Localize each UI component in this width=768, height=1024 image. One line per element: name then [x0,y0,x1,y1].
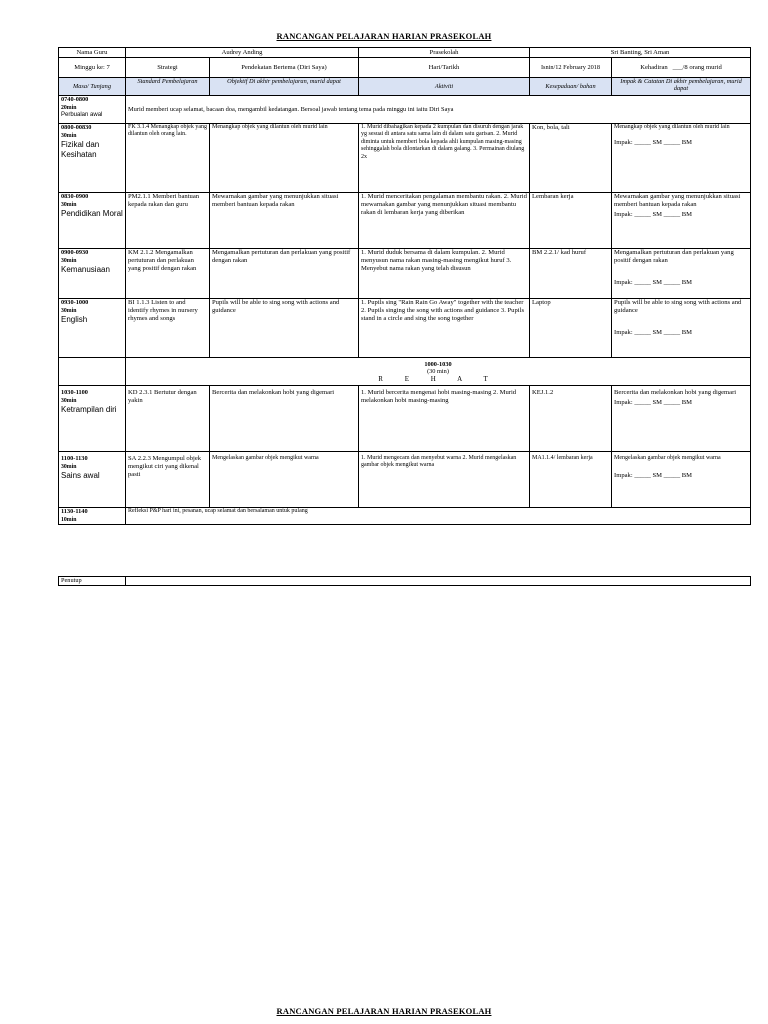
hari-label: Hari/Tarikh [359,58,530,78]
table-row [59,299,751,358]
rehat-label: R E H A T [378,374,498,383]
time: 0830-0900 [61,193,89,200]
time-cell [59,299,126,358]
impak-line: Impak: _____ SM _____ BM [614,329,693,336]
table-row [59,124,751,193]
impak-line: Impak: _____ SM _____ BM [614,279,693,286]
time-cell [59,96,126,124]
info-row-2 [59,58,751,78]
minggu: Minggu ke: 7 [59,58,126,78]
page-title: RANCANGAN PELAJARAN HARIAN PRASEKOLAH [276,31,492,41]
penutup-content [126,577,751,586]
time: 0930-1000 [61,299,89,306]
kesepaduan-cell: Laptop [530,299,612,358]
impak-line: Impak: _____ SM _____ BM [614,399,693,406]
standard-cell: FK 3.1.4 Menangkap objek yang dilantun oleh orang lain. [126,124,210,193]
subject: Pendidikan Moral [61,208,123,218]
time-cell [59,452,126,508]
objektif-cell: Mewarnakan gambar yang menunjukkan situasi memberi bantuan kepada rakan [210,193,359,249]
rehat-blank [59,358,126,386]
standard-cell: BI 1.1.3 Listen to and identify rhymes in nursery rhymes and songs [126,299,210,358]
impak-text: Mewarnakan gambar yang menunjukkan situasi memberi bantuan kepada rakan [614,193,741,208]
kesepaduan-cell: BM 2.2.1/ kad huruf [530,249,612,299]
penutup-table [58,576,751,586]
objektif-cell: Mengelaskan gambar objek mengikut warna [210,452,359,508]
impak-text: Mengelaskan gambar objek mengikut warna [614,455,721,461]
duration: 30min [61,201,77,208]
header-row [59,78,751,96]
aktiviti-cell: 1. Murid mengecam dan menyebut warna 2. Murid mengelaskan gambar objek mengikut warna [359,452,530,508]
duration: 30min [61,132,77,139]
prasekolah-name: Sri Banting, Sri Aman [530,48,751,58]
table-row [59,193,751,249]
kehadiran-label: Kehadiran [640,63,668,71]
time-cell [59,508,126,525]
table-row [59,249,751,299]
header-standard: Standard Pembelajaran [126,78,210,96]
impak-text: Pupils will be able to sing song with actions and guidance [614,299,742,314]
lesson-plan-table [58,47,751,525]
impak-cell [612,452,751,508]
rehat-duration: (30 min) [427,367,449,375]
objektif-cell: Menangkap objek yang dilantun oleh murid lain [210,124,359,193]
objektif-cell: Pupils will be able to sing song with actions and guidance [210,299,359,358]
subject: Perbualan awal [61,111,103,118]
duration: 30min [61,463,77,470]
rehat-row [59,358,751,386]
impak-cell [612,299,751,358]
impak-line: Impak: _____ SM _____ BM [614,211,693,218]
nama-guru-label: Nama Guru [59,48,126,58]
table-row [59,508,751,525]
time: 1130-1140 [61,508,88,515]
pendekatan: Pendekatan Bertema (Diri Saya) [210,58,359,78]
merged-activity: Refleksi P&P hari ini, pesanan, ucap selamat dan bersalaman untuk pulang [126,508,751,525]
duration: 30min [61,257,77,264]
aktiviti-cell: 1. Murid menceritakan pengalaman membantu rakan. 2. Murid mewarnakan gambar yang menunjukkan situasi membantu rakan di lembaran kerja yang diberikan [359,193,530,249]
subject: Sains awal [61,470,100,480]
header-impak: Impak & Catatan Di akhir pembelajaran, murid dapat [612,78,751,96]
strategi-label: Strategi [126,58,210,78]
kehadiran [612,58,751,78]
impak-line: Impak: _____ SM _____ BM [614,139,693,147]
aktiviti-cell: 1. Murid duduk bersama di dalam kumpulan. 2. Murid menyusun nama rakan masing-masing mengikut huruf 3. Menyebut nama rakan yang telah disusun [359,249,530,299]
impak-cell [612,124,751,193]
impak-cell [612,193,751,249]
impak-cell [612,386,751,452]
kesepaduan-cell: Lembaran kerja [530,193,612,249]
time: 1100-1130 [61,455,88,462]
subject: English [61,314,88,324]
rehat-time: 1000-1030 [424,360,452,368]
impak-text: Mengamalkan pertuturan dan perlakuan yang positif dengan rakan [614,249,734,264]
kehadiran-value: ___/8 orang murid [672,63,722,71]
standard-cell: SA 2.2.3 Mengumpul objek mengikut ciri yang dikenal pasti [126,452,210,508]
impak-cell [612,249,751,299]
subject: Ketrampilan diri [61,404,117,414]
objektif-cell: Bercerita dan melakonkan hobi yang digemari [210,386,359,452]
time-cell [59,193,126,249]
time: 0800-00830 [61,124,92,131]
duration: 30min [61,307,77,314]
kesepaduan-cell: KEJ.1.2 [530,386,612,452]
subject: Fizikal dan Kesihatan [61,139,100,159]
page-title-next: RANCANGAN PELAJARAN HARIAN PRASEKOLAH [276,1006,492,1016]
aktiviti-cell: 1. Pupils sing "Rain Rain Go Away" together with the teacher 2. Pupils singing the song with actions and guidance 3. Pupils stand in a circle and sing the song together [359,299,530,358]
table-row [59,452,751,508]
merged-activity: Murid memberi ucap selamat, bacaan doa, mengambil kedatangan. Bersoal jawab tentang tema pada minggu ini iaitu Diri Saya [126,96,751,124]
info-row-1 [59,48,751,58]
table-row [59,96,751,124]
time-cell [59,124,126,193]
time: 0900-0930 [61,249,89,256]
rehat-cell [126,358,751,386]
duration: 20min [61,104,77,111]
header-kesepaduan: Kesepaduan/ bahan [530,78,612,96]
time: 0740-0800 [61,96,89,103]
nama-guru: Audrey Anding [126,48,359,58]
header-objektif: Objektif Di akhir pembelajaran, murid dapat [210,78,359,96]
impak-line: Impak: _____ SM _____ BM [614,472,693,480]
duration: 30min [61,397,77,404]
time-cell [59,386,126,452]
prasekolah-label: Prasekolah [359,48,530,58]
aktiviti-cell: 1. Murid dibahagikan kepada 2 kumpulan dan disuruh dengan jarak yg sesuai di antara satu sama lain di dalam satu garisan. 2. Murid diminta untuk memberi bola kepada ahli kumpulan masing-masing sehinggalah bola dilontarkan di dalam galang. 3. Permainan diulang 2x [359,124,530,193]
tarikh: Isnin/12 February 2018 [530,58,612,78]
header-aktiviti: Aktiviti [359,78,530,96]
standard-cell: KM 2.1.2 Mengamalkan pertuturan dan perlakuan yang positif dengan rakan [126,249,210,299]
header-masa: Masa/ Tunjang [59,78,126,96]
time: 1030-1100 [61,389,88,396]
kesepaduan-cell: Kon, bola, tali [530,124,612,193]
subject: Kemanusiaan [61,264,110,274]
impak-text: Bercerita dan melakonkan hobi yang digemari [614,389,737,396]
aktiviti-cell: 1. Murid bercerita mengenai hobi masing-masing 2. Murid melakonkan hobi masing-masing [359,386,530,452]
kesepaduan-cell: MA1.1.4/ lembaran kerja [530,452,612,508]
penutup-label: Penutup [59,577,126,586]
table-row [59,386,751,452]
duration: 10min [61,516,77,523]
impak-text: Menangkap objek yang dilantun oleh murid lain [614,124,730,130]
standard-cell: PM2.1.1 Memberi bantuan kepada rakan dan guru [126,193,210,249]
standard-cell: KD 2.3.1 Bertutur dengan yakin [126,386,210,452]
objektif-cell: Mengamalkan pertuturan dan perlakuan yang positif dengan rakan [210,249,359,299]
time-cell [59,249,126,299]
